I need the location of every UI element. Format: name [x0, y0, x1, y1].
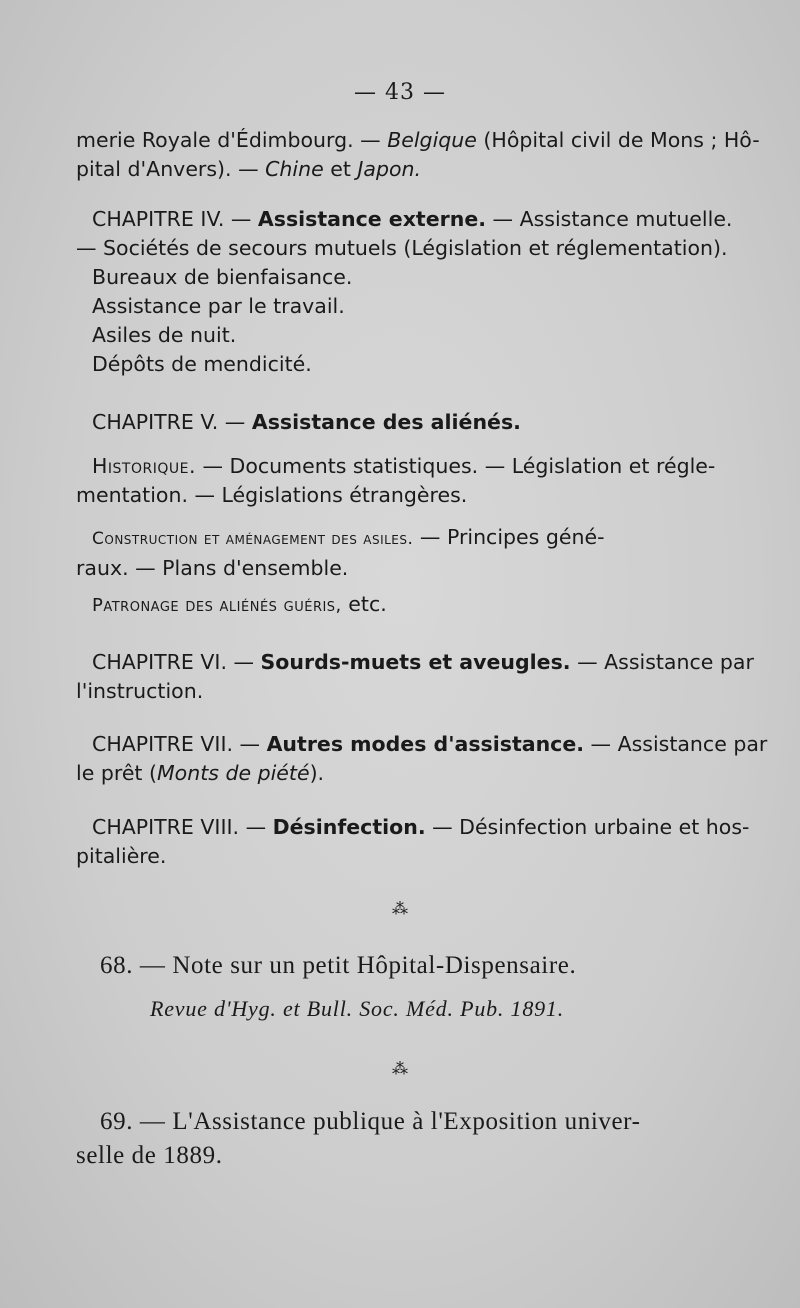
list-item: Bureaux de bienfaisance.: [92, 265, 353, 289]
chapter-label: CHAPITRE V. —: [92, 410, 252, 434]
text: — Désinfection urbaine et hos-: [425, 815, 750, 839]
text: (Hôpital civil de Mons ; Hô-: [476, 128, 760, 152]
chapter-vii: [76, 730, 768, 788]
asterism-divider: ⁂: [392, 1059, 408, 1078]
text: le prêt (: [76, 761, 157, 785]
chapter-vi-heading: [76, 648, 754, 677]
patronage-line: [76, 590, 700, 620]
text: — Documents statistiques. — Législation et régle-: [196, 454, 716, 478]
chapter-vii-line-2: [76, 759, 700, 788]
text: — Principes géné-: [413, 525, 605, 549]
italic-text: Monts de piété: [156, 761, 310, 785]
chapter-viii-heading: [76, 813, 750, 842]
text: — Assistance par: [584, 732, 768, 756]
chapter-v-construction: [76, 523, 700, 583]
list-item: Asiles de nuit.: [92, 323, 237, 347]
asterism-divider: ⁂: [392, 899, 408, 918]
small-caps-text: Construction et aménagement des asiles.: [92, 529, 414, 549]
chapter-vi: [76, 648, 754, 706]
chapter-iv-line-2: — Sociétés de secours mutuels (Législation et réglementation).: [76, 236, 728, 260]
italic-text: Belgique: [387, 128, 477, 152]
entry-68-title: 68. — Note sur un petit Hôpital-Dispensaire.: [100, 952, 577, 979]
chapter-title: Désinfection.: [272, 815, 426, 839]
text: — Assistance par: [570, 650, 754, 674]
intro-line-1: [76, 126, 760, 155]
italic-text: Chine: [265, 157, 324, 181]
small-caps-text: Historique.: [92, 454, 196, 478]
chapter-title: Autres modes d'assistance.: [266, 732, 585, 756]
historique-line-2: mentation. — Législations étrangères.: [76, 483, 468, 507]
italic-text: Japon.: [357, 157, 422, 181]
chapter-v: [76, 408, 700, 437]
chapter-title: Assistance des aliénés.: [251, 410, 521, 434]
chapter-vii-heading: [76, 730, 768, 759]
text: — Assistance mutuelle.: [486, 207, 733, 231]
list-item: Dépôts de mendicité.: [92, 352, 312, 376]
historique-line-1: [76, 452, 716, 481]
chapter-v-patronage: [76, 590, 700, 620]
chapter-v-heading: [76, 408, 700, 437]
chapter-label: CHAPITRE IV. —: [92, 207, 258, 231]
chapter-iv: [76, 205, 733, 379]
entry-69-line-1: 69. — L'Assistance publique à l'Exposition univer-: [100, 1108, 641, 1135]
chapter-label: CHAPITRE VII. —: [92, 732, 267, 756]
chapter-viii-line-2: pitalière.: [76, 844, 167, 868]
small-caps-text: Patronage des aliénés guéris,: [92, 595, 342, 616]
chapter-title: Sourds-muets et aveugles.: [260, 650, 571, 674]
entry-69-line-2: selle de 1889.: [76, 1142, 223, 1169]
construction-line-2: raux. — Plans d'ensemble.: [76, 556, 349, 580]
intro-line-2: [76, 155, 700, 184]
construction-line-1: [76, 523, 700, 554]
text: etc.: [341, 592, 387, 616]
chapter-label: CHAPITRE VIII. —: [92, 815, 273, 839]
text: merie Royale d'Édimbourg. —: [76, 128, 388, 152]
text: et: [323, 157, 358, 181]
chapter-viii: [76, 813, 750, 871]
intro-paragraph: [76, 126, 760, 184]
chapter-iv-heading: [76, 205, 733, 234]
text: ).: [309, 761, 325, 785]
entry-68-reference: Revue d'Hyg. et Bull. Soc. Méd. Pub. 1891.: [150, 996, 565, 1021]
chapter-v-historique: [76, 452, 716, 510]
list-item: Assistance par le travail.: [92, 294, 345, 318]
page-number: — 43 —: [354, 80, 446, 105]
text: pital d'Anvers). —: [76, 157, 266, 181]
chapter-label: CHAPITRE VI. —: [92, 650, 261, 674]
entry-68: [100, 949, 720, 983]
chapter-title: Assistance externe.: [257, 207, 487, 231]
entry-69: [76, 1105, 704, 1173]
chapter-vi-line-2: l'instruction.: [76, 679, 204, 703]
